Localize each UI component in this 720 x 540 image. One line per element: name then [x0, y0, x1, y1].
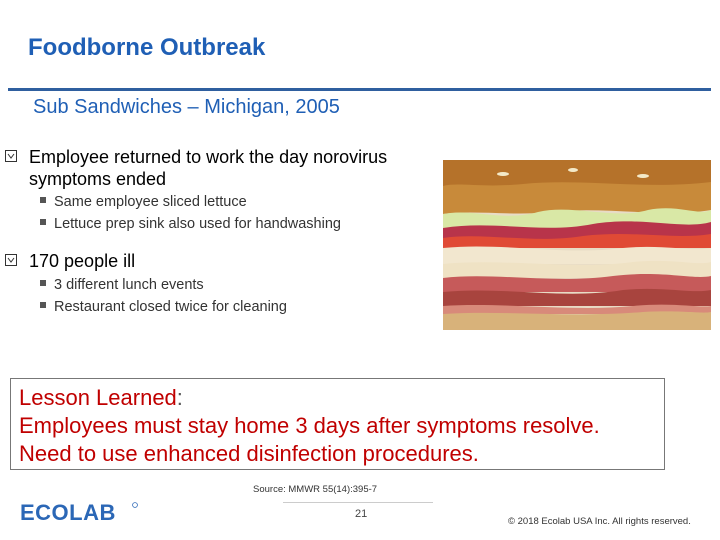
square-bullet-icon	[40, 302, 46, 308]
sub-bullet-1-2	[40, 213, 341, 235]
sandwich-photo	[443, 160, 711, 330]
bullet-1-line-1: Employee returned to work the day norovirus	[29, 147, 388, 167]
checkbox-bullet-icon	[5, 150, 17, 162]
slide-title: Foodborne Outbreak	[28, 34, 266, 61]
page-number-rule	[283, 502, 433, 503]
lesson-learned-box	[10, 378, 665, 470]
lesson-colon: :	[176, 385, 183, 410]
square-bullet-icon	[40, 197, 46, 203]
sub-bullet-text: 3 different lunch events	[54, 277, 204, 293]
lesson-line-2: Need to use enhanced disinfection procedures.	[19, 441, 479, 466]
lesson-line-1: Employees must stay home 3 days after symptoms resolve.	[19, 413, 600, 438]
sub-bullet-1-1	[40, 191, 247, 213]
sub-bullet-text: Same employee sliced lettuce	[54, 194, 247, 210]
slide-subtitle: Sub Sandwiches – Michigan, 2005	[33, 96, 340, 118]
sub-bullet-text: Restaurant closed twice for cleaning	[54, 299, 287, 315]
svg-text:ECOLAB: ECOLAB	[20, 500, 116, 524]
lesson-heading-line	[19, 384, 656, 412]
bullet-item-2	[29, 250, 439, 272]
title-divider	[8, 88, 711, 91]
checkbox-bullet-icon	[5, 254, 17, 266]
ecolab-logo	[20, 500, 138, 524]
sub-bullet-2-1	[40, 274, 204, 296]
square-bullet-icon	[40, 219, 46, 225]
copyright-notice: © 2018 Ecolab USA Inc. All rights reserved.	[508, 516, 691, 527]
sub-bullet-2-2	[40, 296, 287, 318]
source-citation: Source: MMWR 55(14):395-7	[253, 484, 378, 495]
sub-bullet-text: Lettuce prep sink also used for handwashing	[54, 216, 341, 232]
lesson-heading: Lesson Learned	[19, 385, 177, 410]
page-number: 21	[355, 508, 368, 520]
bullet-1-line-2: symptoms ended	[29, 169, 167, 189]
bullet-2-line-1: 170 people ill	[29, 251, 136, 271]
square-bullet-icon	[40, 280, 46, 286]
bullet-item-1	[29, 146, 439, 190]
